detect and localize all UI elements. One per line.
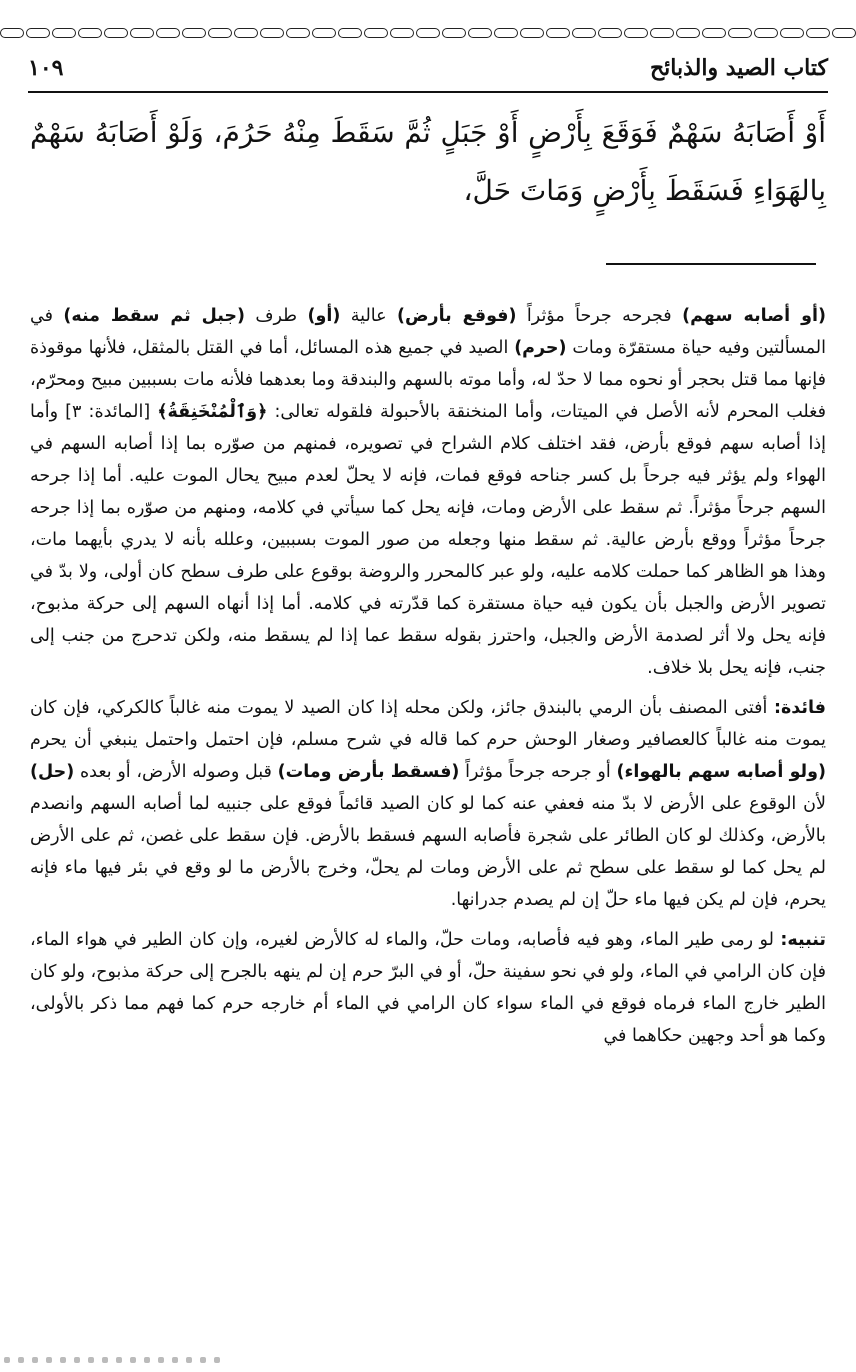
matn-quote: (جبل ثم سقط منه) xyxy=(63,306,245,326)
ornament-link xyxy=(468,28,492,38)
ornament-link xyxy=(364,28,388,38)
commentary-text: في المسألتين وفيه حياة مستقرّة ومات xyxy=(30,306,827,358)
ornament-link xyxy=(546,28,570,38)
commentary-paragraph-3 xyxy=(30,924,826,1052)
ornament-link xyxy=(572,28,596,38)
ornament-link xyxy=(754,28,778,38)
noise-mark xyxy=(102,1357,108,1363)
commentary-text: طرف xyxy=(244,306,308,326)
noise-mark xyxy=(60,1357,66,1363)
ornament-link xyxy=(650,28,674,38)
ornament-link xyxy=(806,28,830,38)
commentary-text: لو رمى طير الماء، وهو فيه فأصابه، ومات حلّ، والماء له كالأرض لغيره، وإن كان الطير في هواء الماء، فإن كان الرامي في الماء، ولو في نحو سفينة حلّ، أو في البرّ حرم إن لم ينهه بالجرح إلى حركة مذبوح، ولو كان الطير خارج الماء فرماه فوقع في الماء سواء كان الرامي في الماء أم خارجه حرم كما فهم مما ذكر بالأولى، وكما هو أحد وجهين حكاهما في xyxy=(30,930,826,1046)
commentary-text: فجرحه جرحاً مؤثراً xyxy=(516,306,683,326)
noise-mark xyxy=(130,1357,136,1363)
noise-mark xyxy=(214,1357,220,1363)
ornament-link xyxy=(78,28,102,38)
noise-mark xyxy=(18,1357,24,1363)
noise-mark xyxy=(144,1357,150,1363)
ornament-link xyxy=(234,28,258,38)
decorative-top-border xyxy=(0,26,856,40)
ornament-link xyxy=(208,28,232,38)
noise-mark xyxy=(186,1357,192,1363)
commentary-text: الصيد في جميع هذه المسائل، أما في القتل بالمثقل، فلأنها موقوذة فإنها مما قتل بحجر أو نحوه مما لا حدّ له، وأما موته بالسهم والبندقة وما بعدهما فلأنه مات بسببين مبيح ومحرّم، فغلب المحرم لأنه الأصل في الميتات، وأما المنخنقة بالأحبولة فلقوله تعالى: xyxy=(30,338,826,422)
ornament-link xyxy=(702,28,726,38)
scan-edge-noise xyxy=(0,1352,856,1368)
matn-quote: (فسقط بأرض ومات) xyxy=(277,762,460,782)
ornament-link xyxy=(26,28,50,38)
noise-mark xyxy=(200,1357,206,1363)
noise-mark xyxy=(158,1357,164,1363)
matn-quote: (أو) xyxy=(307,306,341,326)
noise-mark xyxy=(4,1357,10,1363)
ornament-link xyxy=(390,28,414,38)
ornament-link xyxy=(156,28,180,38)
commentary-text: [المائدة: ٣] وأما إذا أصابه سهم فوقع بأرض، فقد اختلف كلام الشراح في تصويره، فمنهم من صوّره بما إذا أصابه السهم في الهواء ولم يؤثر فيه جرحاً بل كسر جناحه فوقع فمات، فإنه لا يحلّ لعدم مبيح يحال الموت عليه. أما إذا جرحه السهم جرحاً مؤثراً. ثم سقط على الأرض ومات، فإنه يحل كما سيأتي في كلامه، ومنهم من صوّره بما إذا جرحه جرحاً مؤثراً ووقع بأرض عالية. ثم سقط منها وجعله من صور الموت بسببين، وعلله بأنه لا يدري بأيهما مات، وهذا هو الظاهر كما حملت كلامه عليه، ولو عبر كالمحرر والروضة بوقوع على طرف سطح كان أولى، ولا بدّ في تصوير الأرض والجبل بأن يكون فيه حياة مستقرة كما قدّرته في كلامه. أما إذا أنهاه السهم إلى حركة مذبوح، فإنه يحل ولا أثر لصدمة الأرض والجبل، واحترز بقوله سقط عما إذا لم يسقط منه، ولكن تدحرج من جنب إلى جنب، فإنه يحل بلا خلاف. xyxy=(30,402,826,678)
header-rule xyxy=(28,91,828,93)
commentary-body xyxy=(30,300,826,1060)
commentary-paragraph-1 xyxy=(30,300,826,684)
commentary-text: أو جرحه جرحاً مؤثراً xyxy=(459,762,617,782)
page-header xyxy=(28,52,828,92)
commentary-paragraph-2 xyxy=(30,692,826,916)
noise-mark xyxy=(116,1357,122,1363)
commentary-text: عالية xyxy=(340,306,397,326)
ornament-link xyxy=(624,28,648,38)
matn-text: أَوْ أَصَابَهُ سَهْمٌ فَوَقَعَ بِأَرْضٍ أَوْ جَبَلٍ ثُمَّ سَقَطَ مِنْهُ حَرُمَ، وَلَوْ أَصَابَهُ سَهْمٌ بِالهَوَاءِ فَسَقَطَ بِأَرْضٍ وَمَاتَ حَلَّ، xyxy=(30,116,826,207)
commentary-text: أفتى المصنف بأن الرمي بالبندق جائز، ولكن محله إذا كان الصيد لا يموت منه غالباً كالكركي، فإن كان يموت منه غالباً كالعصافير وصغار الوحش حرم كما قاله في شرح مسلم، فإن احتمل واحتمل ينبغي أن يحرم xyxy=(30,698,826,750)
ornament-link xyxy=(286,28,310,38)
noise-mark xyxy=(88,1357,94,1363)
ornament-link xyxy=(494,28,518,38)
ornament-link xyxy=(598,28,622,38)
noise-mark xyxy=(74,1357,80,1363)
ornament-link xyxy=(442,28,466,38)
ornament-link xyxy=(520,28,544,38)
ornament-link xyxy=(130,28,154,38)
ornament-link xyxy=(416,28,440,38)
ornament-link xyxy=(182,28,206,38)
page-number: ١٠٩ xyxy=(28,55,64,81)
ornament-link xyxy=(728,28,752,38)
matn-quote: (حل) xyxy=(30,762,75,782)
ornament-link xyxy=(0,28,24,38)
ornament-link xyxy=(832,28,856,38)
ornament-link xyxy=(104,28,128,38)
ornament-link xyxy=(338,28,362,38)
noise-mark xyxy=(46,1357,52,1363)
matn-quote: (حرم) xyxy=(514,338,567,358)
ornament-link xyxy=(52,28,76,38)
note-label: تنبيه: xyxy=(780,930,826,950)
noise-mark xyxy=(32,1357,38,1363)
commentary-separator xyxy=(606,263,816,265)
commentary-text: لأن الوقوع على الأرض لا بدّ منه فعفي عنه كما لو كان الصيد قائماً فوقع على جنبيه لما أصابه السهم وانصدم بالأرض، وكذلك لو كان الطائر على شجرة فأصابه السهم فسقط بالأرض. فإن سقط على غصن، ثم على الأرض لم يحل كما لو سقط على سطح ثم على الأرض ومات لم يحلّ، وخرج بالأرض ما لو وقع في بئر فيها ماء فإنه يحرم، فإن لم يكن فيها ماء حلّ إن لم يصدم جدرانها. xyxy=(30,794,826,910)
running-title: كتاب الصيد والذبائح xyxy=(649,55,828,81)
ornament-link xyxy=(260,28,284,38)
noise-mark xyxy=(172,1357,178,1363)
matn-quote: (ولو أصابه سهم بالهواء) xyxy=(616,762,826,782)
note-label: فائدة: xyxy=(773,698,826,718)
ornament-link xyxy=(780,28,804,38)
matn-quote: (فوقع بأرض) xyxy=(396,306,517,326)
matn-quote: (أو أصابه سهم) xyxy=(682,306,826,326)
quran-quote: ﴿وَٱلْمُنْخَنِقَةُ﴾ xyxy=(157,402,268,422)
ornament-link xyxy=(676,28,700,38)
commentary-text: قبل وصوله الأرض، أو بعده xyxy=(74,762,278,782)
ornament-link xyxy=(312,28,336,38)
